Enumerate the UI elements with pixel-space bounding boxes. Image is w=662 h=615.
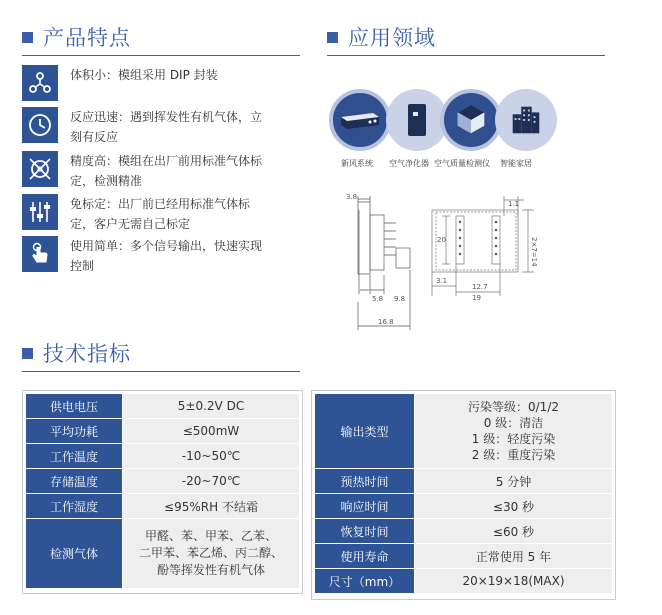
feature-item: [22, 107, 270, 147]
spec-value: [123, 519, 300, 589]
spec-key: 响应时间: [315, 494, 415, 519]
spec-value: -10~50℃: [123, 444, 300, 469]
table-row: [315, 469, 613, 494]
spec-value-line: 2 级：重度污染: [471, 448, 556, 462]
table-row: [26, 419, 300, 444]
spec-value-line: 二甲苯、苯乙烯、丙二醇、: [138, 546, 283, 560]
table-row: [315, 569, 613, 594]
spec-key: 工作温度: [26, 444, 123, 469]
features-title-text: 产品特点: [43, 26, 131, 50]
table-row: [26, 494, 300, 519]
table-row: [26, 519, 300, 589]
touch-hand-icon: [22, 236, 58, 272]
target-compass-icon: [22, 151, 58, 187]
spec-value-line: 甲醛、苯、甲苯、乙苯、: [144, 529, 277, 543]
air-quality-meter-icon: [440, 89, 502, 151]
dim-label: 5.8: [372, 295, 384, 303]
air-purifier-icon: [386, 89, 448, 151]
title-marker: [327, 32, 338, 43]
spec-key: 平均功耗: [26, 419, 123, 444]
applications-divider: [327, 55, 605, 56]
feature-item: [22, 65, 270, 101]
spec-value: 20×19×18(MAX): [415, 569, 613, 594]
dim-label: 3.8: [346, 193, 358, 201]
spec-value-line: 酚等挥发性有机气体: [156, 563, 265, 577]
feature-item: [22, 151, 270, 191]
spec-value: ≤30 秒: [415, 494, 613, 519]
spec-value-line: 1 级：轻度污染: [471, 432, 556, 446]
feature-item: [22, 194, 270, 234]
spec-value-line: 污染等级：0/1/2: [468, 400, 559, 414]
spec-value: 正常使用 5 年: [415, 544, 613, 569]
spec-table-right: [314, 393, 613, 594]
table-row: [315, 394, 613, 469]
specs-section-title: [22, 338, 131, 368]
spec-key: 尺寸（mm）: [315, 569, 415, 594]
feature-text: 免标定：出厂前已经用标准气体标定，客户无需自己标定: [70, 197, 251, 231]
feature-item: [22, 236, 270, 276]
side-view-drawing: [336, 190, 428, 340]
table-row: [26, 444, 300, 469]
spec-value: [415, 394, 613, 469]
dim-label: 12.7: [472, 283, 488, 291]
spec-key: 预热时间: [315, 469, 415, 494]
title-marker: [22, 32, 33, 43]
spec-key: 恢复时间: [315, 519, 415, 544]
table-row: [315, 519, 613, 544]
dim-label: 9.8: [394, 295, 406, 303]
spec-value: 5 分钟: [415, 469, 613, 494]
table-row: [26, 469, 300, 494]
spec-key: 使用寿命: [315, 544, 415, 569]
spec-key: 工作湿度: [26, 494, 123, 519]
dim-label: 3.1: [436, 277, 448, 285]
dim-label: 19: [472, 294, 481, 302]
app-label: 新风系统: [341, 159, 373, 168]
spec-key: 检测气体: [26, 519, 123, 589]
spec-key: 供电电压: [26, 394, 123, 419]
dim-label: 2×7=14: [530, 237, 538, 267]
applications-title-text: 应用领域: [348, 26, 436, 50]
app-label: 空气净化器: [389, 159, 429, 168]
spec-value: 5±0.2V DC: [123, 394, 300, 419]
spec-key: 存储温度: [26, 469, 123, 494]
dim-label: 16.8: [378, 318, 394, 326]
sliders-icon: [22, 194, 58, 230]
app-label: 智能家居: [500, 159, 532, 168]
table-row: [315, 544, 613, 569]
spec-table-left: [25, 393, 300, 589]
app-label: 空气质量检测仪: [434, 159, 490, 168]
smart-building-icon: [495, 89, 557, 151]
table-row: [315, 494, 613, 519]
features-divider: [22, 55, 300, 56]
title-marker: [22, 348, 33, 359]
spec-value: -20~70℃: [123, 469, 300, 494]
spec-value: ≤60 秒: [415, 519, 613, 544]
table-row: [26, 394, 300, 419]
spec-value-line: 0 级：清洁: [483, 416, 544, 430]
spec-key: 输出类型: [315, 394, 415, 469]
specs-divider: [22, 371, 300, 372]
dim-label: 1.1: [508, 200, 520, 208]
applications-section-title: [327, 22, 436, 52]
spec-value: ≤95%RH 不结霜: [123, 494, 300, 519]
specs-title-text: 技术指标: [43, 342, 131, 366]
feature-text: 使用简单：多个信号输出，快速实现控制: [70, 239, 263, 273]
fresh-air-unit-icon: [329, 89, 391, 151]
feature-text: 体积小：模组采用 DIP 封装: [70, 68, 218, 82]
dim-label: 20: [437, 236, 446, 244]
spec-value: ≤500mW: [123, 419, 300, 444]
feature-text: 反应迅速：遇到挥发性有机气体，立刻有反应: [70, 110, 263, 144]
clock-icon: [22, 107, 58, 143]
top-view-drawing: [424, 192, 542, 302]
network-node-icon: [22, 65, 58, 101]
feature-text: 精度高：模组在出厂前用标准气体标定，检测精准: [70, 154, 263, 188]
features-section-title: [22, 22, 131, 52]
